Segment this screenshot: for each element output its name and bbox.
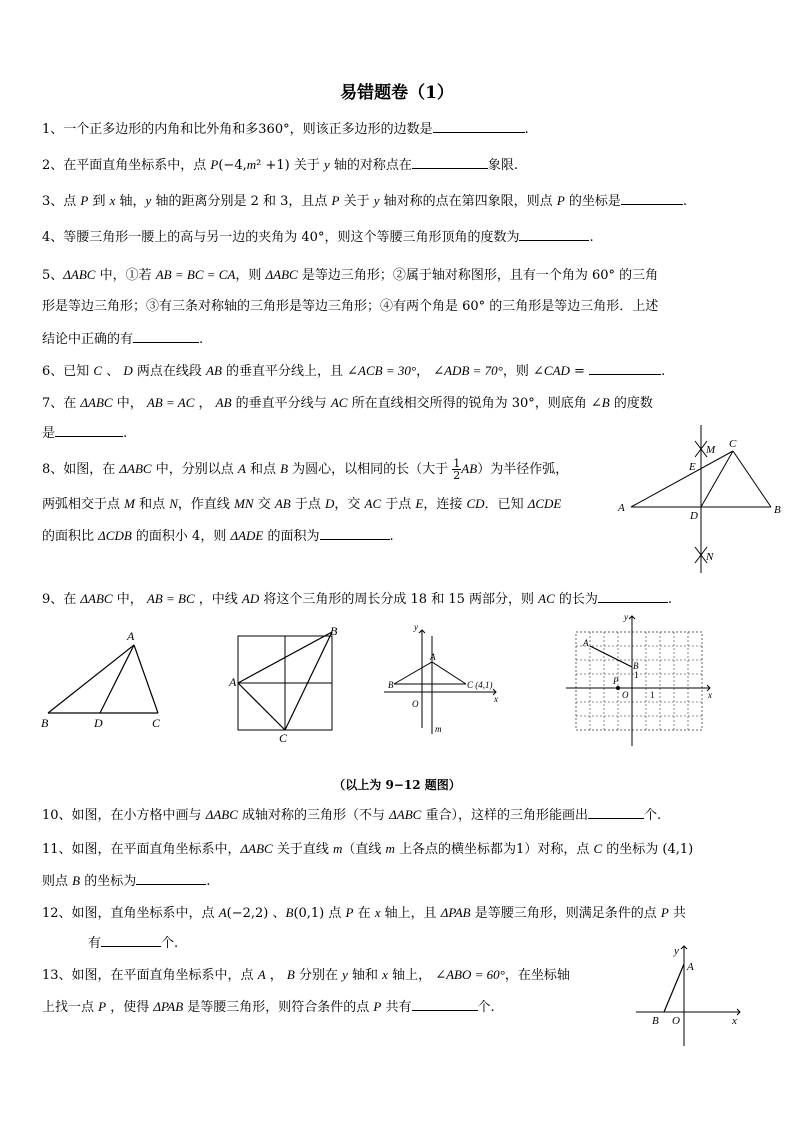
question-12-line-2: 有 个. [88, 936, 179, 951]
label-d: D [94, 716, 103, 730]
label-b: B [41, 716, 49, 730]
question-13-line-1: 13、如图，在平面直角坐标系中，点 A ， B 分别在 y 轴和 x 轴上， ∠ABO = 60°，在坐标轴 [42, 967, 570, 983]
figure-caption: （以上为 9−12 题图） [333, 778, 461, 792]
question-1: 1、一个正多边形的内角和比外角和多360°，则该正多边形的边数是 . [42, 122, 529, 137]
label-m: m [435, 724, 442, 734]
question-13-line-2: 上找一点 P ，使得 ΔPAB 是等腰三角形，则符合条件的点 P 共有 个. [42, 999, 495, 1015]
label-c: C [729, 438, 737, 450]
segment-bc [733, 451, 771, 507]
figure-11-coordinate [374, 622, 504, 742]
label-o: O [672, 1015, 680, 1027]
label-d: D [690, 510, 698, 522]
label-c: C (4,1) [467, 680, 493, 690]
question-9: 9、在 ΔABC 中， AB = BC ，中线 AD 将这个三角形的周长分成 18 和 15 两部分，则 AC 的长为 . [42, 591, 673, 607]
answer-blank-3[interactable] [621, 192, 683, 205]
label-y: y [414, 622, 418, 632]
label-o: O [622, 690, 629, 700]
answer-blank-9[interactable] [598, 590, 668, 603]
question-8-line-1: 8、如图，在 ΔABC 中，分别以点 A 和点 B 为圆心，以相同的长（大于 $\frac{1}{2}$ AB）为半径作弧， [42, 457, 569, 482]
label-e: E [689, 461, 696, 473]
answer-blank-12[interactable] [101, 934, 161, 947]
question-11-line-1: 11、如图，在平面直角坐标系中，ΔABC 关于直线 m（直线 m 上各点的横坐标都为1）对称，点 C 的坐标为 (4,1) [42, 841, 694, 857]
label-b: B [330, 624, 338, 638]
label-one-x: 1 [650, 690, 655, 700]
answer-blank-6[interactable] [589, 362, 661, 375]
question-11-line-2: 则点 B 的坐标为 . [42, 873, 211, 889]
answer-blank-2[interactable] [412, 156, 488, 169]
question-5-line-1: 5、ΔABC 中，①若 AB = BC = CA，则 ΔABC 是等边三角形；②属于轴对称图形，且有一个角为 60° 的三角 [42, 267, 659, 283]
answer-blank-7[interactable] [55, 424, 123, 437]
label-b: B [774, 504, 781, 516]
label-x: x [708, 690, 712, 700]
figure-9-triangle [38, 625, 178, 735]
label-n: N [706, 551, 714, 563]
figure-13-coordinate [630, 940, 750, 1050]
label-m: M [706, 444, 716, 456]
point-p-marker [616, 686, 620, 690]
question-3: 3、点 P 到 x 轴，y 轴的距离分别是 2 和 3，且点 P 关于 y 轴对称的点在第四象限，则点 P 的坐标是 . [42, 193, 688, 209]
answer-blank-13[interactable] [412, 998, 478, 1011]
figure-question-8 [616, 415, 794, 585]
label-a: A [618, 502, 625, 514]
label-a: A [430, 652, 436, 662]
label-x: x [494, 694, 498, 704]
label-p: P [613, 676, 619, 686]
question-6: 6、已知 C 、 D 两点在线段 AB 的垂直平分线上，且 ∠ACB = 30°， ∠ADB = 70°，则 ∠CAD = . [42, 363, 666, 379]
question-8-line-2: 两弧相交于点 M 和点 N，作直线 MN 交 AB 于点 D，交 AC 于点 E，连接 CD．已知 ΔCDE [42, 496, 562, 512]
label-one-y: 1 [634, 670, 639, 680]
question-8-line-3: 的面积比 ΔCDB 的面积小 4，则 ΔADE 的面积为 . [42, 528, 394, 544]
label-a: A [687, 961, 694, 973]
answer-blank-10[interactable] [588, 806, 644, 819]
page-title: 易错题卷（1） [340, 83, 454, 103]
question-12-line-1: 12、如图，直角坐标系中，点 A(−2,2) 、B(0,1) 点 P 在 x 轴上，且 ΔPAB 是等腰三角形，则满足条件的点 P 共 [42, 905, 686, 921]
figure-12-grid-coordinate [562, 612, 722, 752]
question-4: 4、等腰三角形一腰上的高与另一边的夹角为 40°，则这个等腰三角形顶角的度数为 . [42, 230, 594, 245]
question-2: 2、在平面直角坐标系中，点 P(−4,m² +1) 关于 y 轴的对称点在 象限. [42, 157, 519, 173]
answer-blank-5[interactable] [133, 330, 199, 343]
label-a: A [229, 675, 237, 689]
label-y: y [674, 945, 679, 957]
answer-blank-1[interactable] [433, 120, 525, 133]
label-y: y [624, 612, 628, 622]
label-c: C [152, 716, 161, 730]
question-10: 10、如图，在小方格中画与 ΔABC 成轴对称的三角形（不与 ΔABC 重合），这样的三角形能画出 个. [42, 807, 662, 823]
question-7-line-2: 是 . [42, 426, 128, 441]
label-b: B [652, 1015, 659, 1027]
label-a: A [127, 629, 135, 643]
label-a: A [583, 638, 589, 648]
label-x: x [732, 1015, 737, 1027]
question-5-line-3: 结论中正确的有 . [42, 332, 204, 347]
answer-blank-8[interactable] [320, 527, 390, 540]
answer-blank-4[interactable] [519, 228, 589, 241]
label-b: B [388, 680, 394, 690]
fraction-one-half: $\frac{1}{2}$ [453, 457, 461, 482]
question-5-line-2: 形是等边三角形；③有三条对称轴的三角形是等边三角形；④有两个角是 60° 的三角形是等边三角形．上述 [42, 299, 659, 314]
segment-ac [631, 451, 733, 507]
figure-10-grid [226, 622, 346, 745]
answer-blank-11[interactable] [136, 872, 206, 885]
question-7-line-1: 7、在 ΔABC 中， AB = AC ， AB 的垂直平分线与 AC 所在直线相交所得的锐角为 30°，则底角 ∠B 的度数 [42, 395, 653, 411]
label-c: C [279, 731, 288, 745]
label-b: B [633, 661, 639, 671]
label-o: O [412, 699, 419, 709]
